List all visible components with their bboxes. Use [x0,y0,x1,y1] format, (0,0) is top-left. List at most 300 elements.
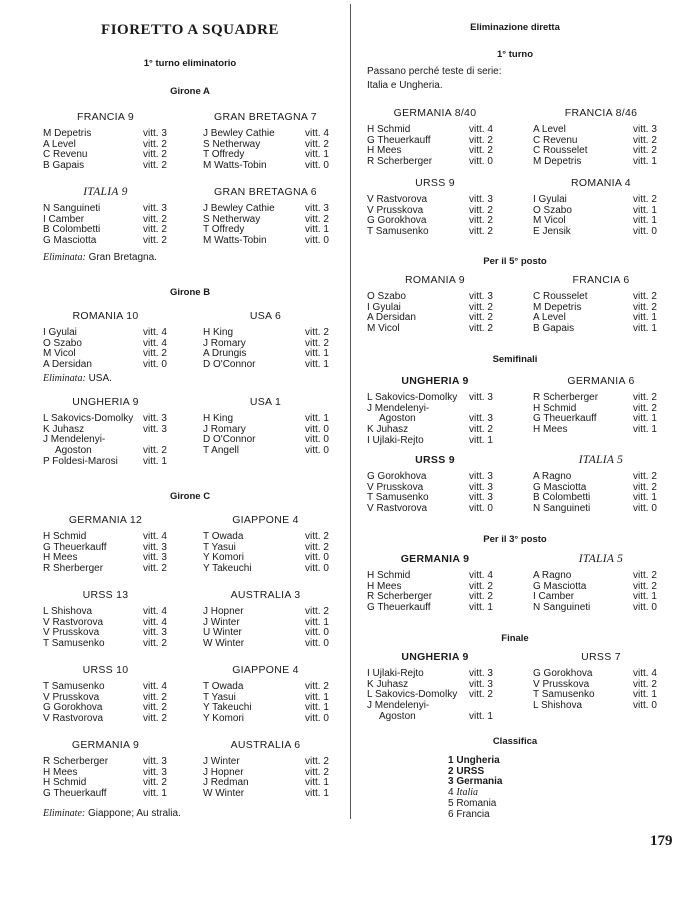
team-score-header: UNGHERIA 9 [401,651,469,663]
player-list [367,292,507,335]
player-name: L Sakovics-Domolky [367,392,458,403]
player-name: O Szabo [367,291,406,302]
team-block [43,111,183,172]
player-victories: vitt. 2 [143,149,167,161]
player-name: G Gorokhova [367,471,427,482]
team-score-header: ROMANIA 9 [405,274,465,286]
player-victories: vitt. 4 [469,124,493,135]
player-list [43,414,183,467]
player-victories: vitt. 3 [469,291,493,302]
player-victories: vitt. 1 [305,224,329,236]
team-block [533,107,673,168]
team-score-header: ROMANIA 4 [571,177,631,189]
player-list [43,682,183,725]
player-victories: vitt. 2 [633,481,657,493]
player-row [43,564,183,575]
player-victories: vitt. 3 [469,392,493,403]
player-row [43,789,183,800]
player-list [203,682,343,725]
player-name: B Gapais [43,160,85,172]
player-victories: vitt. 2 [469,145,493,157]
player-victories: vitt. 3 [469,668,493,679]
team-block [203,589,343,650]
player-victories: vitt. 2 [633,301,657,313]
player-name: C Revenu [533,134,578,146]
player-list [367,571,507,614]
team-block [43,396,183,467]
player-name: S Netherway [203,138,261,150]
team-block [43,664,183,725]
player-name: T Owada [203,681,244,692]
player-name: O Szabo [43,337,82,349]
player-row [533,603,673,614]
player-name: W Winter [203,788,245,800]
player-name: W Winter [203,638,245,650]
player-name: A Ragno [533,471,572,482]
final-ranking [448,756,502,820]
player-name: H Mees [367,580,402,592]
player-victories: vitt. 1 [305,348,329,360]
player-victories: vitt. 2 [633,291,657,302]
player-row [367,504,507,515]
player-row [367,227,507,238]
player-victories: vitt. 2 [633,402,657,414]
player-victories: vitt. 2 [633,678,657,690]
section-heading: Semifinali [492,354,538,365]
player-victories: vitt. 2 [469,580,493,592]
player-name: D O'Connor [203,359,256,371]
team-score-header: FRANCIA 6 [572,274,630,286]
player-name: P Foldesi-Marosi [43,455,118,467]
ranking-position: 2 [448,765,454,777]
player-row [203,639,343,650]
player-victories: vitt. 3 [469,194,493,205]
player-victories: vitt. 2 [469,312,493,324]
section-heading: Per il 3° posto [483,534,547,545]
section-heading: Per il 5° posto [483,256,547,267]
player-name: B Gapais [533,323,575,335]
team-block [533,651,673,712]
player-name: T Samusenko [43,638,105,650]
player-name: G Theuerkauff [367,602,431,614]
player-victories: vitt. 2 [469,424,493,436]
player-list [203,204,343,247]
team-block [203,664,343,725]
player-name: J Bewley Cathie [203,128,275,139]
player-name: H Mees [43,552,78,564]
player-name: H King [203,413,234,424]
text-line: Passano perché teste di serie: [367,66,502,77]
player-victories: vitt. 3 [469,678,493,690]
player-row [43,161,183,172]
player-victories: vitt. 1 [305,359,329,371]
player-victories: vitt. 0 [305,713,329,725]
player-victories: vitt. 4 [143,616,167,628]
player-victories: vitt. 0 [633,700,657,712]
player-victories: vitt. 0 [305,423,329,435]
player-victories: vitt. 1 [305,691,329,703]
player-name: J Winter [203,756,240,767]
player-victories: vitt. 2 [143,702,167,714]
player-name: R Sherberger [43,563,104,575]
player-name: I Ujlaki-Rejto [367,434,424,446]
player-victories: vitt. 1 [469,602,493,614]
team-score-header: ITALIA 5 [578,454,624,466]
player-victories: vitt. 0 [305,160,329,172]
player-victories: vitt. 4 [469,570,493,581]
note-label: Eliminate: [43,808,86,819]
player-name: H King [203,327,234,338]
section-heading: Finale [501,633,529,644]
player-name: L Sakovics-Domolky [367,689,458,701]
ranking-position: 1 [448,755,454,766]
player-row [533,425,673,436]
team-block [203,111,343,172]
ranking-team: Romania [456,797,497,809]
player-victories: vitt. 2 [305,138,329,150]
player-name: T Yasui [203,541,236,553]
player-name: I Ujlaki-Rejto [367,668,424,679]
player-victories: vitt. 1 [305,413,329,424]
player-victories: vitt. 4 [143,681,167,692]
player-list [367,472,507,515]
player-name-continuation: Agoston [379,710,416,722]
team-score-header: AUSTRALIA 6 [230,739,301,751]
team-score-header: GERMANIA 12 [68,514,143,526]
player-list [203,414,343,457]
player-name: G Masciotta [533,580,587,592]
player-victories: vitt. 2 [305,531,329,542]
player-row [533,157,673,168]
player-victories: vitt. 4 [305,128,329,139]
player-victories: vitt. 2 [143,713,167,725]
player-victories: vitt. 2 [633,392,657,403]
team-block [43,589,183,650]
player-list [533,195,673,238]
team-score-header: URSS 10 [82,664,129,676]
team-score-header: GRAN BRETAGNA 7 [214,111,317,123]
player-victories: vitt. 2 [633,570,657,581]
team-block [367,553,507,614]
player-name: Y Takeuchi [203,563,252,575]
player-victories: vitt. 3 [469,481,493,493]
player-list [367,393,507,446]
player-name: A Level [533,312,566,324]
player-victories: vitt. 1 [305,702,329,714]
team-score-header: URSS 9 [415,454,455,466]
team-score-header: USA 1 [249,396,282,408]
player-name: S Netherway [203,213,261,225]
player-victories: vitt. 1 [305,149,329,161]
player-victories: vitt. 3 [143,766,167,778]
ranking-position: 4 [448,787,454,799]
section-heading: 1° turno eliminatorio [143,58,237,69]
player-victories: vitt. 0 [305,434,329,446]
player-name: I Gyulai [367,301,401,313]
player-row [533,324,673,335]
section-heading: Girone C [169,491,211,502]
player-victories: vitt. 0 [633,602,657,614]
player-name: B Colombetti [533,492,591,504]
player-victories: vitt. 1 [305,777,329,789]
player-victories: vitt. 3 [143,203,167,214]
team-score-header: GERMANIA 6 [567,375,635,387]
player-name: J Romary [203,337,246,349]
player-victories: vitt. 0 [469,156,493,168]
player-victories: vitt. 0 [305,627,329,639]
page-title: FIORETTO A SQUADRE [101,22,279,38]
team-score-header: GIAPPONE 4 [232,514,299,526]
player-row [43,639,183,650]
player-victories: vitt. 2 [143,691,167,703]
player-victories: vitt. 1 [633,689,657,701]
player-victories: vitt. 1 [633,413,657,425]
section-heading: Classifica [492,736,538,747]
team-block [203,739,343,800]
player-name: H Schmid [533,402,577,414]
team-block [367,454,507,515]
section-heading: Eliminazione diretta [470,22,560,33]
player-victories: vitt. 1 [305,616,329,628]
player-victories: vitt. 2 [143,638,167,650]
ranking-team: Ungheria [456,755,500,766]
player-victories: vitt. 2 [469,204,493,216]
player-victories: vitt. 0 [305,235,329,247]
player-victories: vitt. 1 [633,312,657,324]
player-victories: vitt. 1 [633,156,657,168]
player-victories: vitt. 4 [143,606,167,617]
player-name: R Scherberger [367,591,433,603]
player-victories: vitt. 0 [305,563,329,575]
player-victories: vitt. 2 [305,327,329,338]
note-label: Eliminata: [43,252,86,263]
note-text: Gran Bretagna. [88,252,157,263]
player-name: V Prusskova [367,481,424,493]
player-victories: vitt. 2 [143,160,167,172]
team-score-header: ITALIA 9 [83,186,128,198]
player-victories: vitt. 3 [305,203,329,214]
player-victories: vitt. 0 [305,552,329,564]
player-name: A Level [43,138,76,150]
ranking-team: Italia [456,787,479,799]
player-name-continuation: Agoston [55,445,92,457]
player-name: E Jensik [533,226,571,238]
player-name: U Winter [203,627,242,639]
player-name: N Sanguineti [533,602,591,614]
player-row [203,564,343,575]
section-heading: Girone B [169,287,211,298]
player-victories: vitt. 1 [633,424,657,436]
player-name: T Offredy [203,149,245,161]
team-block [533,177,673,238]
player-name: Y Takeuchi [203,702,252,714]
player-name: V Prusskova [533,678,590,690]
player-victories: vitt. 3 [143,413,167,424]
intro-text [367,65,502,93]
player-list [533,571,673,614]
player-victories: vitt. 2 [305,541,329,553]
team-score-header: GERMANIA 9 [71,739,140,751]
player-list [367,669,507,722]
player-list [203,757,343,800]
player-name: V Rastvorova [367,194,428,205]
team-block [203,514,343,575]
player-name: A Level [533,124,566,135]
player-victories: vitt. 2 [143,348,167,360]
player-row-continuation [367,712,507,723]
player-name: I Gyulai [533,194,567,205]
player-victories: vitt. 1 [633,204,657,216]
player-row [533,701,673,712]
player-name: C Rousselet [533,145,588,157]
team-block [203,186,343,247]
player-victories: vitt. 2 [633,194,657,205]
player-name: T Yasui [203,691,236,703]
team-block [533,454,673,515]
player-name: J Winter [203,616,240,628]
player-victories: vitt. 2 [305,337,329,349]
player-name: V Prusskova [43,627,100,639]
text-line: Italia e Ungheria. [367,80,443,91]
player-victories: vitt. 4 [143,327,167,338]
player-list [367,125,507,168]
team-block [367,177,507,238]
player-name: C Revenu [43,149,88,161]
team-block [203,310,343,371]
player-victories: vitt. 3 [143,423,167,435]
player-victories: vitt. 2 [143,138,167,150]
player-name: H Mees [43,766,78,778]
player-list [533,393,673,436]
team-block [533,274,673,335]
player-row [367,157,507,168]
ranking-team: Germania [456,776,503,788]
player-name: J Romary [203,423,246,435]
player-row [203,789,343,800]
player-row [203,161,343,172]
player-victories: vitt. 3 [143,128,167,139]
team-score-header: UNGHERIA 9 [72,396,139,408]
player-list [43,129,183,172]
player-name: B Colombetti [43,224,101,236]
section-heading: Girone A [170,86,210,97]
player-name: J Mendelenyi- [367,700,430,712]
player-name: J Mendelenyi- [43,434,106,446]
player-name: T Samusenko [367,492,429,504]
player-victories: vitt. 2 [633,134,657,146]
player-list [43,757,183,800]
player-name: K Juhasz [43,423,85,435]
player-name: I Gyulai [43,327,77,338]
note-text: USA. [88,373,112,384]
player-victories: vitt. 4 [633,668,657,679]
player-row [367,436,507,447]
team-block [533,375,673,436]
player-list [367,195,507,238]
player-victories: vitt. 2 [469,301,493,313]
player-list [203,328,343,371]
page-number: 179 [650,833,673,849]
team-block [43,310,183,371]
player-name: D O'Connor [203,434,256,446]
ranking-position: 3 [448,776,454,788]
player-victories: vitt. 2 [469,226,493,238]
player-victories: vitt. 2 [469,591,493,603]
elimination-note [43,373,112,385]
player-name: R Scherberger [43,756,109,767]
player-victories: vitt. 2 [305,213,329,225]
ranking-position: 5 [448,797,454,809]
player-name: A Drungis [203,348,247,360]
team-block [367,651,507,722]
player-victories: vitt. 2 [305,681,329,692]
player-name: T Offredy [203,224,245,236]
player-name: J Bewley Cathie [203,203,275,214]
player-name: H Schmid [43,531,87,542]
player-victories: vitt. 3 [469,492,493,504]
team-block [203,396,343,457]
player-name: G Gorokhova [43,702,103,714]
player-victories: vitt. 2 [305,756,329,767]
player-row [367,603,507,614]
player-victories: vitt. 1 [633,591,657,603]
player-name: T Samusenko [367,226,429,238]
team-score-header: GERMANIA 8/40 [393,107,477,119]
player-name: K Juhasz [367,424,409,436]
team-score-header: FRANCIA 9 [77,111,134,123]
team-score-header: ROMANIA 10 [72,310,139,322]
player-victories: vitt. 3 [469,471,493,482]
team-score-header: UNGHERIA 9 [401,375,469,387]
player-victories: vitt. 1 [633,215,657,227]
player-name: Y Komori [203,552,244,564]
team-score-header: GERMANIA 9 [400,553,470,565]
player-name: J Mendelenyi- [367,402,430,414]
player-row [43,457,183,468]
player-victories: vitt. 1 [633,323,657,335]
player-row [533,227,673,238]
player-name: V Prusskova [43,691,100,703]
player-name: T Angell [203,445,239,457]
elimination-note [43,252,157,264]
player-name: T Owada [203,531,244,542]
player-list [533,669,673,712]
player-row [367,324,507,335]
team-block [367,107,507,168]
player-name: A Ragno [533,570,572,581]
player-victories: vitt. 2 [143,777,167,789]
player-victories: vitt. 2 [143,224,167,236]
player-name: K Juhasz [367,678,409,690]
player-name: N Sanguineti [533,503,591,515]
team-block [367,375,507,446]
player-name: V Rastvorova [367,503,428,515]
team-score-header: USA 6 [249,310,282,322]
team-score-header: GIAPPONE 4 [232,664,299,676]
player-name: M Watts-Tobin [203,160,267,172]
player-row [203,236,343,247]
player-name: J Hopner [203,606,244,617]
player-list [203,129,343,172]
player-name: H Schmid [43,777,87,789]
player-name: R Scherberger [367,156,433,168]
player-name: G Theuerkauff [533,413,597,425]
column-divider [350,4,351,819]
team-block [367,274,507,335]
player-row [203,360,343,371]
player-victories: vitt. 2 [143,563,167,575]
player-name: G Theuerkauff [367,134,431,146]
